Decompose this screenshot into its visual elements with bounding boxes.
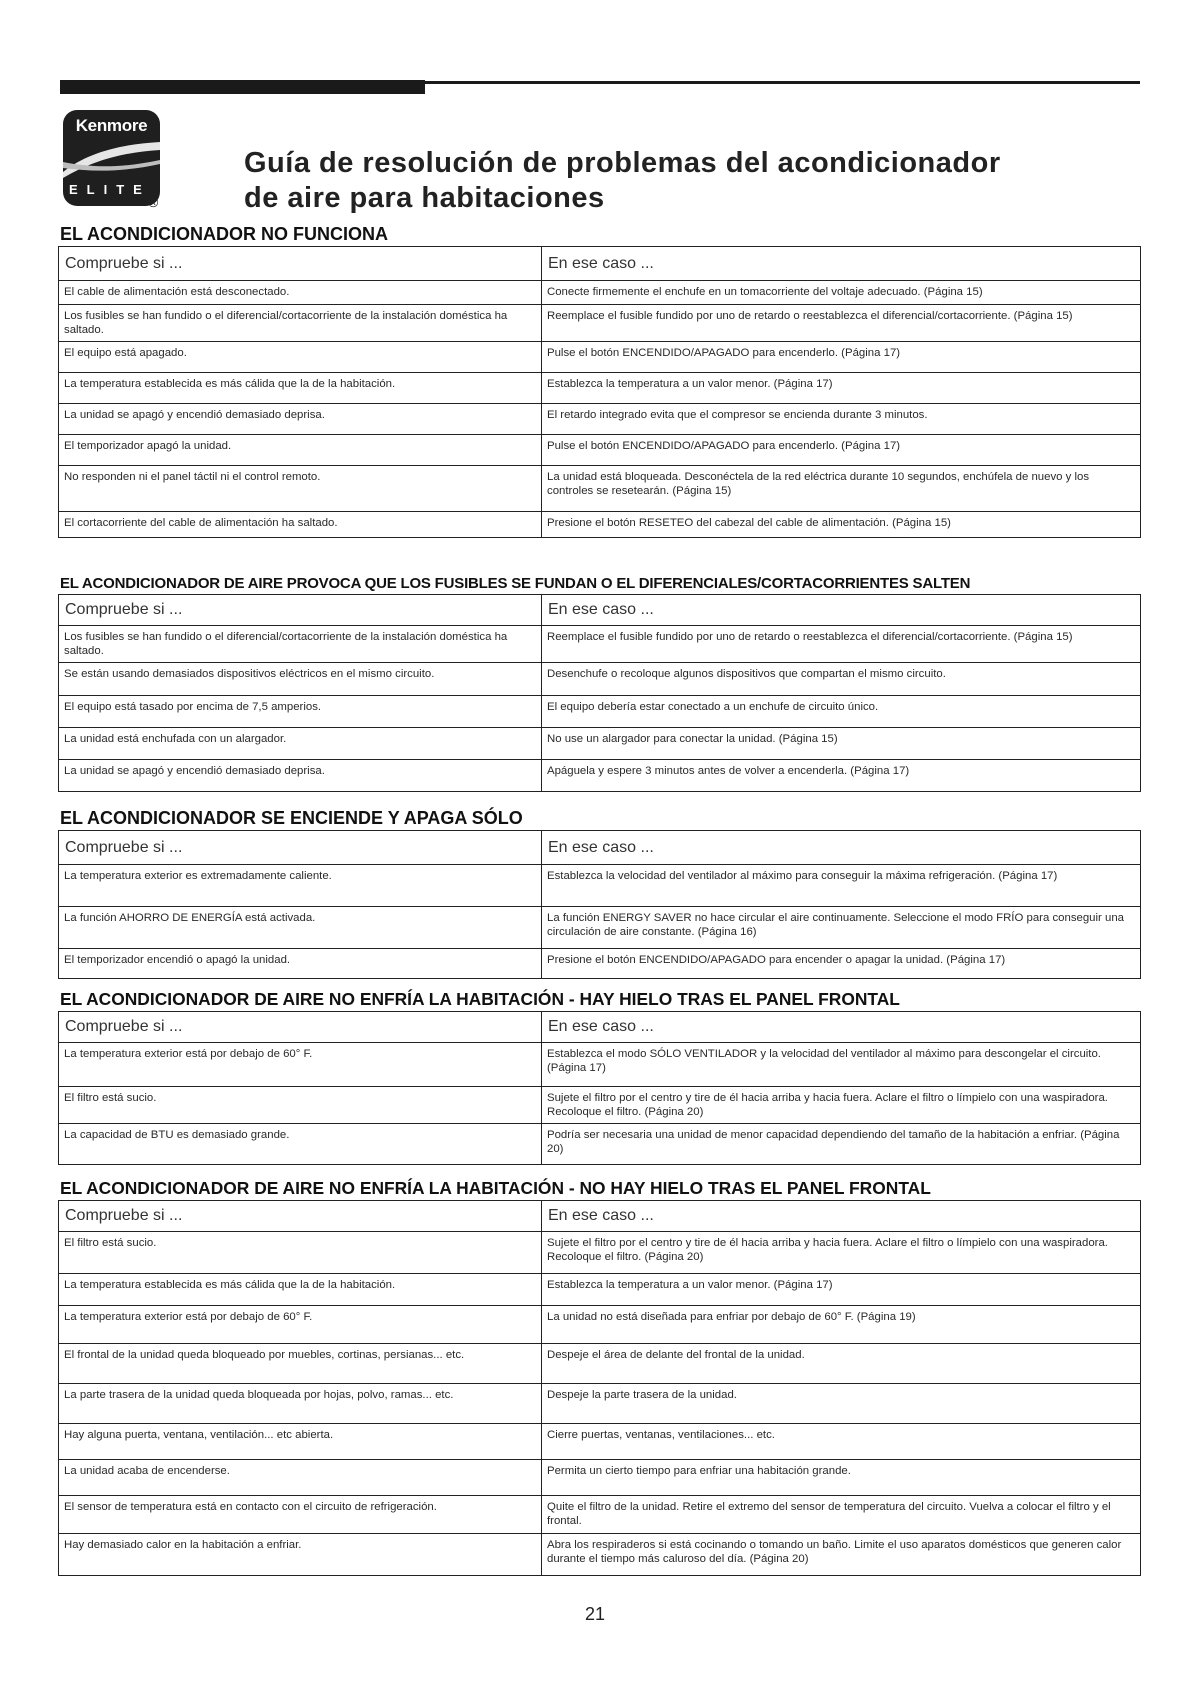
action-cell: Despeje la parte trasera de la unidad. [542, 1384, 1141, 1424]
action-cell: Establezca la temperatura a un valor menor. (Página 17) [542, 1274, 1141, 1306]
section-heading-fusibles: EL ACONDICIONADOR DE AIRE PROVOCA QUE LOS FUSIBLES SE FUNDAN O EL DIFERENCIALES/CORTACORRIENTES SALTEN [60, 575, 971, 592]
action-cell: Establezca la velocidad del ventilador al máximo para conseguir la máxima refrigeración. (Página 17) [542, 865, 1141, 907]
page-number: 21 [584, 1604, 606, 1624]
check-cell: El filtro está sucio. [59, 1087, 542, 1124]
action-cell: No use un alargador para conectar la unidad. (Página 15) [542, 728, 1141, 760]
column-header-check: Compruebe si ... [59, 831, 542, 865]
action-cell: Establezca la temperatura a un valor menor. (Página 17) [542, 373, 1141, 404]
column-header-check: Compruebe si ... [59, 595, 542, 626]
action-cell: Cierre puertas, ventanas, ventilaciones... etc. [542, 1424, 1141, 1460]
page-title [244, 146, 1001, 216]
action-cell: Establezca el modo SÓLO VENTILADOR y la velocidad del ventilador al máximo para descongelar el circuito. (Página 17) [542, 1043, 1141, 1087]
top-rule-thick [60, 80, 425, 94]
check-cell: Se están usando demasiados dispositivos eléctricos en el mismo circuito. [59, 663, 542, 696]
registered-mark: ® [148, 194, 159, 210]
check-cell: La unidad se apagó y encendió demasiado deprisa. [59, 760, 542, 792]
action-cell: La unidad no está diseñada para enfriar por debajo de 60° F. (Página 19) [542, 1306, 1141, 1344]
troubleshooting-table-5 [58, 1200, 1141, 1576]
page-title-line2: de aire para habitaciones [244, 182, 605, 214]
check-cell: El sensor de temperatura está en contacto con el circuito de refrigeración. [59, 1496, 542, 1534]
check-cell: No responden ni el panel táctil ni el control remoto. [59, 466, 542, 512]
action-cell: Abra los respiraderos si está cocinando o tomando un baño. Limite el uso aparatos domésticos que generen calor durante el tiempo más caluroso del día. (Página 20) [542, 1534, 1141, 1576]
check-cell: La unidad está enchufada con un alargador. [59, 728, 542, 760]
troubleshooting-table-3 [58, 830, 1141, 979]
column-header-check: Compruebe si ... [59, 1012, 542, 1043]
logo-brand: Kenmore [75, 116, 148, 135]
troubleshooting-table-4 [58, 1011, 1141, 1165]
check-cell: La temperatura exterior es extremadamente caliente. [59, 865, 542, 907]
check-cell: Los fusibles se han fundido o el diferencial/cortacorriente de la instalación doméstica ha saltado. [59, 626, 542, 663]
logo-box [63, 110, 160, 206]
check-cell: El equipo está tasado por encima de 7,5 amperios. [59, 696, 542, 728]
logo-swoosh-icon [63, 138, 160, 182]
action-cell: Conecte firmemente el enchufe en un tomacorriente del voltaje adecuado. (Página 15) [542, 281, 1141, 305]
column-header-action: En ese caso ... [542, 595, 1141, 626]
section-heading-no-hay-hielo: EL ACONDICIONADOR DE AIRE NO ENFRÍA LA HABITACIÓN - NO HAY HIELO TRAS EL PANEL FRONTAL [60, 1178, 931, 1198]
section-heading-hay-hielo: EL ACONDICIONADOR DE AIRE NO ENFRÍA LA HABITACIÓN - HAY HIELO TRAS EL PANEL FRONTAL [60, 989, 900, 1009]
column-header-action: En ese caso ... [542, 247, 1141, 281]
top-rule [60, 80, 1140, 94]
check-cell: La temperatura exterior está por debajo de 60° F. [59, 1306, 542, 1344]
kenmore-elite-logo [63, 110, 160, 210]
column-header-action: En ese caso ... [542, 831, 1141, 865]
section-heading-enciende-apaga: EL ACONDICIONADOR SE ENCIENDE Y APAGA SÓLO [60, 808, 523, 828]
top-rule-thin [425, 81, 1140, 84]
action-cell: Podría ser necesaria una unidad de menor capacidad dependiendo del tamaño de la habitación a enfriar. (Página 20) [542, 1124, 1141, 1165]
column-header-action: En ese caso ... [542, 1201, 1141, 1232]
troubleshooting-table-2 [58, 594, 1141, 792]
check-cell: Los fusibles se han fundido o el diferencial/cortacorriente de la instalación doméstica ha saltado. [59, 305, 542, 342]
action-cell: Presione el botón ENCENDIDO/APAGADO para encender o apagar la unidad. (Página 17) [542, 949, 1141, 979]
action-cell: Despeje el área de delante del frontal de la unidad. [542, 1344, 1141, 1384]
check-cell: El frontal de la unidad queda bloqueado por muebles, cortinas, persianas... etc. [59, 1344, 542, 1384]
column-header-action: En ese caso ... [542, 1012, 1141, 1043]
action-cell: Pulse el botón ENCENDIDO/APAGADO para encenderlo. (Página 17) [542, 435, 1141, 466]
check-cell: El cable de alimentación está desconectado. [59, 281, 542, 305]
action-cell: Pulse el botón ENCENDIDO/APAGADO para encenderlo. (Página 17) [542, 342, 1141, 373]
action-cell: Sujete el filtro por el centro y tire de él hacia arriba y hacia fuera. Aclare el filtro o límpielo con una waspiradora. Recoloque el filtro. (Página 20) [542, 1232, 1141, 1274]
action-cell: El equipo debería estar conectado a un enchufe de circuito único. [542, 696, 1141, 728]
check-cell: Hay alguna puerta, ventana, ventilación... etc abierta. [59, 1424, 542, 1460]
column-header-check: Compruebe si ... [59, 247, 542, 281]
check-cell: La temperatura exterior está por debajo de 60° F. [59, 1043, 542, 1087]
action-cell: Sujete el filtro por el centro y tire de él hacia arriba y hacia fuera. Aclare el filtro o límpielo con una waspiradora. Recoloque el filtro. (Página 20) [542, 1087, 1141, 1124]
action-cell: Apáguela y espere 3 minutos antes de volver a encenderla. (Página 17) [542, 760, 1141, 792]
check-cell: El temporizador encendió o apagó la unidad. [59, 949, 542, 979]
troubleshooting-table-1 [58, 246, 1141, 538]
action-cell: El retardo integrado evita que el compresor se encienda durante 3 minutos. [542, 404, 1141, 435]
action-cell: Reemplace el fusible fundido por uno de retardo o reestablezca el diferencial/cortacorriente. (Página 15) [542, 626, 1141, 663]
check-cell: La capacidad de BTU es demasiado grande. [59, 1124, 542, 1165]
check-cell: El temporizador apagó la unidad. [59, 435, 542, 466]
check-cell: La parte trasera de la unidad queda bloqueada por hojas, polvo, ramas... etc. [59, 1384, 542, 1424]
action-cell: Quite el filtro de la unidad. Retire el extremo del sensor de temperatura del circuito. Vuelva a colocar el filtro y el frontal. [542, 1496, 1141, 1534]
check-cell: El cortacorriente del cable de alimentación ha saltado. [59, 512, 542, 538]
check-cell: La temperatura establecida es más cálida que la de la habitación. [59, 373, 542, 404]
check-cell: La unidad se apagó y encendió demasiado deprisa. [59, 404, 542, 435]
page-title-line1: Guía de resolución de problemas del acondicionador [244, 147, 1001, 179]
section-heading-no-funciona: EL ACONDICIONADOR NO FUNCIONA [60, 224, 388, 244]
action-cell: La función ENERGY SAVER no hace circular el aire continuamente. Seleccione el modo FRÍO para conseguir una circulación de aire constante. (Página 16) [542, 907, 1141, 949]
logo-elite: ELITE [69, 182, 151, 197]
action-cell: La unidad está bloqueada. Desconéctela de la red eléctrica durante 10 segundos, enchúfela de nuevo y los controles se resetearán. (Página 15) [542, 466, 1141, 512]
action-cell: Presione el botón RESETEO del cabezal del cable de alimentación. (Página 15) [542, 512, 1141, 538]
check-cell: Hay demasiado calor en la habitación a enfriar. [59, 1534, 542, 1576]
action-cell: Reemplace el fusible fundido por uno de retardo o reestablezca el diferencial/cortacorriente. (Página 15) [542, 305, 1141, 342]
check-cell: El equipo está apagado. [59, 342, 542, 373]
check-cell: La función AHORRO DE ENERGÍA está activada. [59, 907, 542, 949]
action-cell: Desenchufe o recoloque algunos dispositivos que compartan el mismo circuito. [542, 663, 1141, 696]
check-cell: El filtro está sucio. [59, 1232, 542, 1274]
check-cell: La temperatura establecida es más cálida que la de la habitación. [59, 1274, 542, 1306]
check-cell: La unidad acaba de encenderse. [59, 1460, 542, 1496]
action-cell: Permita un cierto tiempo para enfriar una habitación grande. [542, 1460, 1141, 1496]
column-header-check: Compruebe si ... [59, 1201, 542, 1232]
